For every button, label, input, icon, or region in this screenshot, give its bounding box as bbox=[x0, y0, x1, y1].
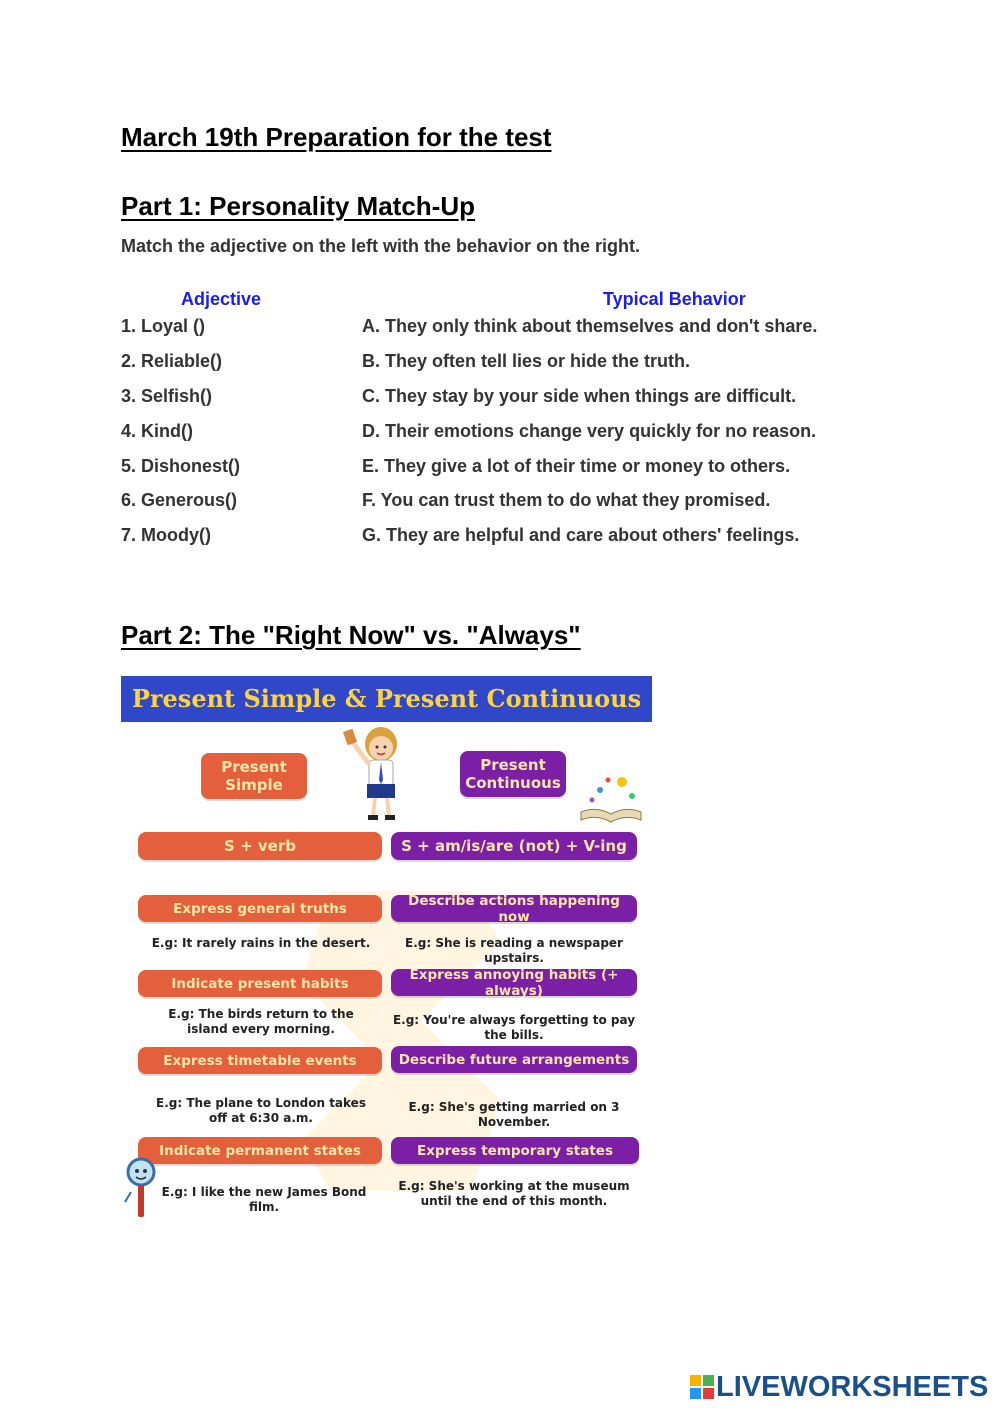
adjective-item: 1. Loyal () bbox=[121, 316, 206, 336]
behavior-item: B. They often tell lies or hide the truth. bbox=[362, 351, 691, 371]
behavior-item: G. They are helpful and care about others' feelings. bbox=[362, 525, 800, 545]
logo-text: LIVEWORKSHEETS bbox=[716, 1370, 989, 1403]
adjective-item: 7. Moody() bbox=[121, 525, 211, 545]
simple-use: Indicate present habits bbox=[138, 970, 382, 997]
simple-example: E.g: It rarely rains in the desert. bbox=[151, 936, 371, 950]
adjective-item: 6. Generous() bbox=[121, 490, 238, 510]
logo-blocks-icon bbox=[690, 1375, 714, 1399]
behavior-column-header: Typical Behavior bbox=[603, 289, 746, 309]
student-girl-icon bbox=[339, 722, 419, 824]
adjective-item: 4. Kind() bbox=[121, 421, 193, 441]
continuous-example: E.g: She is reading a newspaper upstairs. bbox=[405, 936, 623, 965]
part1-heading: Part 1: Personality Match-Up bbox=[121, 191, 475, 221]
behavior-item: C. They stay by your side when things are difficult. bbox=[362, 386, 797, 406]
simple-example: E.g: The plane to London takes off at 6:30 a.m. bbox=[156, 1096, 366, 1125]
page-title: March 19th Preparation for the test bbox=[121, 122, 552, 152]
continuous-example: E.g: You're always forgetting to pay the bills. bbox=[392, 1013, 636, 1042]
simple-use: Express general truths bbox=[138, 895, 382, 922]
present-simple-label: Present Simple bbox=[201, 753, 307, 799]
adjective-item: 5. Dishonest() bbox=[121, 456, 241, 476]
behavior-item: E. They give a lot of their time or money to others. bbox=[362, 456, 791, 476]
continuous-example: E.g: She's working at the museum until the end of this month. bbox=[398, 1179, 630, 1208]
continuous-use: Express temporary states bbox=[391, 1137, 639, 1164]
simple-example: E.g: The birds return to the island every morning. bbox=[168, 1007, 354, 1036]
part1-instruction: Match the adjective on the left with the behavior on the right. bbox=[121, 236, 641, 256]
magnifier-mascot-icon bbox=[123, 1156, 159, 1220]
continuous-formula: S + am/is/are (not) + V-ing bbox=[391, 832, 637, 860]
behavior-item: D. Their emotions change very quickly for no reason. bbox=[362, 421, 817, 441]
simple-use: Indicate permanent states bbox=[138, 1137, 382, 1164]
liveworksheets-logo bbox=[690, 1372, 988, 1402]
simple-example: E.g: I like the new James Bond film. bbox=[161, 1185, 367, 1214]
open-book-icon bbox=[576, 772, 646, 826]
simple-formula: S + verb bbox=[138, 832, 382, 860]
adjective-item: 2. Reliable() bbox=[121, 351, 223, 371]
continuous-use: Describe actions happening now bbox=[391, 895, 637, 922]
tenses-infographic bbox=[121, 676, 652, 1222]
continuous-use: Express annoying habits (+ always) bbox=[391, 969, 637, 996]
present-continuous-label: Present Continuous bbox=[460, 751, 566, 797]
part2-heading: Part 2: The "Right Now" vs. "Always" bbox=[121, 620, 581, 650]
adjective-column-header: Adjective bbox=[181, 289, 262, 309]
behavior-item: F. You can trust them to do what they promised. bbox=[362, 490, 771, 510]
simple-use: Express timetable events bbox=[138, 1047, 382, 1074]
behavior-item: A. They only think about themselves and don't share. bbox=[362, 316, 818, 336]
continuous-example: E.g: She's getting married on 3 November. bbox=[408, 1100, 620, 1129]
infographic-title: Present Simple & Present Continuous bbox=[131, 684, 642, 713]
adjective-item: 3. Selfish() bbox=[121, 386, 213, 406]
continuous-use: Describe future arrangements bbox=[391, 1046, 637, 1073]
